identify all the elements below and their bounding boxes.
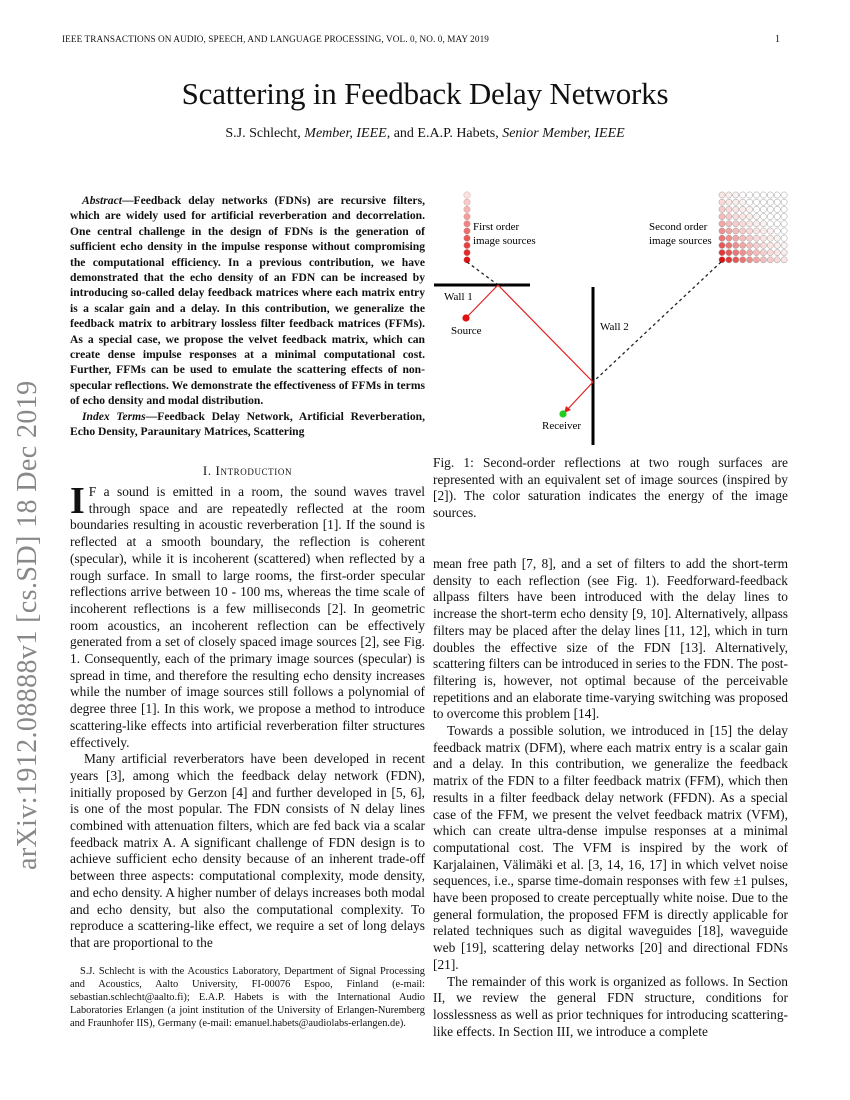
image-source-dot xyxy=(781,242,787,248)
index-terms-text: —Feedback Delay Network, Artificial Reverberation, Echo Density, Paraunitary Matrices, Scattering xyxy=(70,410,425,439)
index-terms-label: Index Terms xyxy=(82,410,146,423)
index-terms xyxy=(70,409,425,440)
image-source-dot xyxy=(767,228,773,234)
paragraph-outline: The remainder of this work is organized as follows. In Section II, we review the general FDN structure, conditions for losslessness as well as prior techniques for introducing scattering-like effects. In Section III, we introduce a complete xyxy=(433,973,788,1039)
image-source-dot xyxy=(464,249,470,255)
image-source-dot xyxy=(740,228,746,234)
image-source-dot xyxy=(740,214,746,220)
label-receiver: Receiver xyxy=(542,420,582,432)
image-source-dot xyxy=(774,242,780,248)
image-source-dot xyxy=(733,199,739,205)
image-source-dot xyxy=(726,192,732,198)
label-second-order-1: Second order xyxy=(649,221,708,233)
image-source-dot xyxy=(753,221,759,227)
image-source-dot xyxy=(774,235,780,241)
image-source-dot xyxy=(747,250,753,256)
image-source-dot xyxy=(733,257,739,263)
image-source-dot xyxy=(781,199,787,205)
image-source-dot xyxy=(726,235,732,241)
image-source-dot xyxy=(767,206,773,212)
author-1-role: Member, IEEE xyxy=(304,126,387,141)
paper-title: Scattering in Feedback Delay Networks xyxy=(181,76,669,111)
image-source-dot xyxy=(781,235,787,241)
image-source-dot xyxy=(719,257,725,263)
left-column-body xyxy=(70,480,425,952)
image-source-dot xyxy=(719,192,725,198)
receiver-dot xyxy=(559,410,566,417)
image-source-dot xyxy=(774,250,780,256)
paragraph-continued: mean free path [7, 8], and a set of filters to add the short-term density to each reflection (see Fig. 1). Feedforward-feedback allpass filters have been introduced with the delay lines to increase the short-term echo density [9, 10]. Alternatively, allpass filters may be placed after the delay lines [11, 12], which in turn doubles the effective size of the FDN [13]. Alternatively, scattering filters can be introduced in series to the FDN. The post-filtering is, however, not optimal because of the perceivable repetitions and an elaborate time-varying switching was proposed to overcome this problem [14]. xyxy=(433,556,788,722)
intro-paragraph-2: Many artificial reverberators have been developed in recent years [3], among which the feedback delay network (FDN), initially proposed by Gerzon [4] and further developed in [5, 6], is one of the most popular. The FDN consists of N delay lines combined with attenuation filters, which are fed back via a scalar feedback matrix A. A significant challenge of FDN design is to achieve sufficient echo density because of an inherent trade-off between three aspects: computational complexity, mode density, and echo density. A higher number of delays increases both modal and echo density, but also the computational complexity. To reproduce a scattering-like effect, we require a set of long delays that are proportional to the xyxy=(70,751,425,950)
dashed-ray-first-order xyxy=(467,262,498,285)
image-source-dot xyxy=(747,235,753,241)
image-source-dot xyxy=(767,257,773,263)
image-source-dot xyxy=(740,199,746,205)
image-source-dot xyxy=(733,228,739,234)
intro-paragraph-1 xyxy=(70,480,425,751)
image-source-dot xyxy=(747,214,753,220)
image-source-dot xyxy=(774,228,780,234)
image-source-dot xyxy=(719,199,725,205)
image-source-dot xyxy=(781,257,787,263)
image-source-dot xyxy=(747,221,753,227)
image-source-dot xyxy=(464,206,470,212)
image-source-dot xyxy=(767,214,773,220)
image-source-dot xyxy=(733,192,739,198)
image-source-dot xyxy=(760,235,766,241)
label-second-order-2: image sources xyxy=(649,235,712,247)
image-source-dot xyxy=(753,242,759,248)
label-wall-2: Wall 2 xyxy=(600,321,629,333)
source-dot xyxy=(462,314,469,321)
image-source-dot xyxy=(726,242,732,248)
label-first-order-2: image sources xyxy=(473,235,536,247)
arxiv-stamp[interactable]: arXiv:1912.08888v1 [cs.SD] 18 Dec 2019 xyxy=(12,380,43,870)
image-source-dot xyxy=(774,221,780,227)
image-source-dot xyxy=(747,242,753,248)
author-conj: , and E.A.P. Habets, xyxy=(386,126,499,141)
image-source-dot xyxy=(733,221,739,227)
image-source-dot xyxy=(781,221,787,227)
image-source-dot xyxy=(760,257,766,263)
right-column-body xyxy=(433,556,788,1040)
footnote: S.J. Schlecht is with the Acoustics Laboratory, Department of Signal Processing and Acoustics, Aalto University, FI-00076 Espoo, Finland (e-mail: sebastian.schlecht@aalto.fi); E.A.P. Habets is with the International Audio Laboratories Erlangen (a joint institution of the University of Erlangen-Nuremberg and Fraunhofer IIS), Germany (e-mail: emanuel.habets@audiolabs-erlangen.de). xyxy=(70,966,425,1029)
section-heading xyxy=(70,463,425,479)
image-source-dot xyxy=(464,213,470,219)
image-source-dot xyxy=(719,221,725,227)
image-source-dot xyxy=(464,192,470,198)
image-source-dot xyxy=(719,242,725,248)
label-source: Source xyxy=(451,325,482,337)
image-source-dot xyxy=(760,228,766,234)
image-source-dot xyxy=(747,257,753,263)
image-source-dot xyxy=(747,206,753,212)
image-source-dot xyxy=(464,199,470,205)
image-source-dot xyxy=(733,242,739,248)
image-source-dot xyxy=(719,228,725,234)
image-source-dot xyxy=(774,206,780,212)
image-source-dot xyxy=(726,221,732,227)
image-source-dot xyxy=(767,192,773,198)
image-source-dot xyxy=(767,235,773,241)
image-source-dot xyxy=(740,192,746,198)
image-source-dot xyxy=(719,235,725,241)
image-source-dot xyxy=(753,199,759,205)
image-source-dot xyxy=(760,221,766,227)
image-source-dot xyxy=(726,228,732,234)
image-source-dot xyxy=(753,214,759,220)
author-1: S.J. Schlecht, xyxy=(225,126,301,141)
first-order-image-sources xyxy=(464,192,470,263)
image-source-dot xyxy=(760,199,766,205)
image-source-dot xyxy=(767,250,773,256)
image-source-dot xyxy=(733,214,739,220)
image-source-dot xyxy=(753,206,759,212)
image-source-dot xyxy=(760,214,766,220)
image-source-dot xyxy=(760,250,766,256)
ray-wall1-wall2 xyxy=(498,285,593,382)
figure-1 xyxy=(430,185,790,450)
author-line xyxy=(0,126,850,142)
image-source-dot xyxy=(767,242,773,248)
image-source-dot xyxy=(726,206,732,212)
image-source-dot xyxy=(740,235,746,241)
figure-1-caption: Fig. 1: Second-order reflections at two rough surfaces are represented with an equivalent set of image sources (inspired by [2]). The color saturation indicates the energy of the image sources. xyxy=(433,455,788,521)
section-number: I. xyxy=(202,463,216,478)
image-source-dot xyxy=(726,214,732,220)
image-source-dot xyxy=(774,192,780,198)
image-source-dot xyxy=(753,257,759,263)
abstract-text: —Feedback delay networks (FDNs) are recursive filters, which are widely used for artificial reverberation and decorrelation. One central challenge in the design of FDNs is the generation of sufficient echo density in the impulse response without compromising the computational efficiency. In a previous contribution, we have demonstrated that the echo density of an FDN can be increased by introducing so-called delay feedback matrices where each matrix entry is a scalar gain and a delay. In this contribution, we generalize the feedback matrix to arbitrary lossless filter feedback matrices (FFMs). As a special case, we propose the velvet feedback matrix, which can create dense impulse responses at a minimal computational cost. Further, FFMs can be used to emulate the scattering effects of non-specular reflections. We demonstrate the effectiveness of FFMs in terms of echo density and modal distribution. xyxy=(70,194,425,408)
label-first-order-1: First order xyxy=(473,221,520,233)
image-source-dot xyxy=(747,192,753,198)
image-source-dot xyxy=(753,192,759,198)
image-source-dot xyxy=(774,214,780,220)
author-2-role: Senior Member, IEEE xyxy=(502,126,625,141)
section-title: Introduction xyxy=(215,463,293,478)
paragraph-dfm: Towards a possible solution, we introduced in [15] the delay feedback matrix (DFM), where each matrix entry is a scalar gain and a delay. In this contribution, we generalize the feedback matrix of the FDN to a filter feedback matrix (FFM), which then results in a filter feedback delay network (FFDN). As a special case of the FFM, we present the velvet feedback matrix (VFM), which can create ultra-dense impulse responses at a minimal computational cost. The VFM is inspired by the work of Karjalainen, Välimäki et al. [3, 14, 16, 17] in which velvet noise sequences, i.e., sparse time-domain responses with few ±1 pulses, have been proposed to create perceptually white noise. Due to the general formulation, the proposed FFM is directly applicable for related techniques such as digital waveguides [18], waveguide web [19], scattering delay networks [20] and directional FDNs [21]. xyxy=(433,723,788,972)
image-source-dot xyxy=(753,250,759,256)
image-source-dot xyxy=(781,228,787,234)
image-source-dot xyxy=(733,250,739,256)
image-source-dot xyxy=(760,192,766,198)
image-source-dot xyxy=(464,221,470,227)
image-source-dot xyxy=(464,235,470,241)
image-source-dot xyxy=(733,206,739,212)
image-source-dot xyxy=(464,242,470,248)
image-source-dot xyxy=(740,221,746,227)
image-source-dot xyxy=(719,214,725,220)
image-source-dot xyxy=(740,206,746,212)
image-source-dot xyxy=(740,257,746,263)
label-wall-1: Wall 1 xyxy=(444,291,473,303)
image-source-dot xyxy=(767,199,773,205)
image-source-dot xyxy=(774,199,780,205)
image-source-dot xyxy=(747,199,753,205)
image-source-dot xyxy=(719,250,725,256)
page-number: 1 xyxy=(775,34,780,45)
image-source-dot xyxy=(753,228,759,234)
image-source-dot xyxy=(726,250,732,256)
image-source-dot xyxy=(781,250,787,256)
image-source-dot xyxy=(740,250,746,256)
image-source-dot xyxy=(774,257,780,263)
drop-cap: I xyxy=(70,480,85,522)
image-source-dot xyxy=(726,257,732,263)
image-source-dot xyxy=(781,214,787,220)
abstract-label: Abstract xyxy=(82,194,122,207)
abstract xyxy=(70,193,425,409)
image-source-dot xyxy=(753,235,759,241)
image-source-dot xyxy=(781,192,787,198)
image-source-dot xyxy=(740,242,746,248)
paragraph-text: F a sound is emitted in a room, the sound waves travel through space and are repeatedly reflected at the room boundaries resulting in acoustic reverberation [1]. If the sound is reflected at a smooth boundary, the reflection is coherent (specular), while it is incoherent (scattered) when reflected by a rough surface. In small to large rooms, the first-order specular reflections arrive between 10 - 100 ms, whereas the time scale of incoherent reflections is a few milliseconds [2]. In geometric room acoustics, an incoherent reflection can be effectively generated from a set of closely spaced image sources [2], see Fig. 1. Consequently, each of the primary image sources (specular) is spread in time, and therefore the resulting echo density increases while the number of image sources still follows a polynomial of degree three [1]. In this work, we propose a method to introduce scattering-like effects into artificial reverberation filter structures effectively. xyxy=(70,484,425,750)
image-source-dot xyxy=(719,206,725,212)
ray-wall2-receiver xyxy=(566,382,593,411)
second-order-image-sources xyxy=(719,192,787,263)
image-source-dot xyxy=(464,228,470,234)
running-head: IEEE TRANSACTIONS ON AUDIO, SPEECH, AND LANGUAGE PROCESSING, VOL. 0, NO. 0, MAY 2019 xyxy=(62,34,489,44)
image-source-dot xyxy=(781,206,787,212)
image-source-dot xyxy=(767,221,773,227)
image-source-dot xyxy=(747,228,753,234)
image-source-diagram xyxy=(430,185,790,450)
image-source-dot xyxy=(733,235,739,241)
image-source-dot xyxy=(760,206,766,212)
image-source-dot xyxy=(760,242,766,248)
image-source-dot xyxy=(726,199,732,205)
